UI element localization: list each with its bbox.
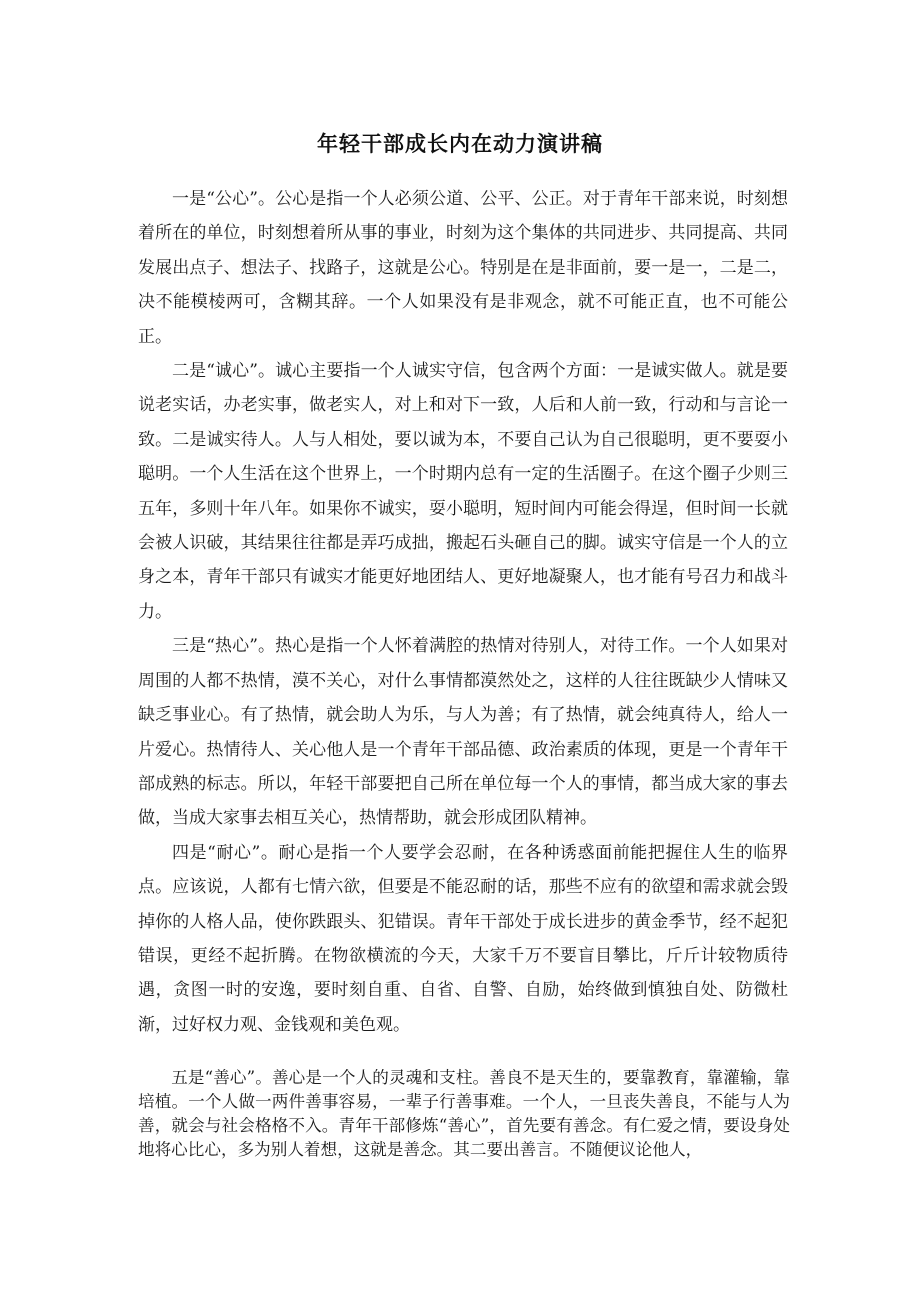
paragraph-shanxin: 五是“善心”。善心是一个人的灵魂和支柱。善良不是天生的，要靠教育，靠灌输，靠培植。一个人做一两件善事容易，一辈子行善事难。一个人，一旦丧失善良，不能与人为善，就会与社会格格不入。青年干部修炼“善心”，首先要有善念。有仁爱之情，要设身处地将心比心，多为别人着想，这就是善念。其二要出善言。不随便议论他人， [138,1068,790,1159]
paragraph-naixin: 四是“耐心”。耐心是指一个人要学会忍耐，在各种诱惑面前能把握住人生的临界点。应该说，人都有七情六欲，但要是不能忍耐的话，那些不应有的欲望和需求就会毁掉你的人格人品，使你跌跟头、犯错误。青年干部处于成长进步的黄金季节，经不起犯错误，更经不起折腾。在物欲横流的今天，大家千万不要盲目攀比，斤斤计较物质待遇，贪图一时的安逸，要时刻自重、自省、自警、自励，始终做到慎独自处、防微杜渐，过好权力观、金钱观和美色观。 [138,842,788,1035]
document-title: 年轻干部成长内在动力演讲稿 [317,132,603,156]
document-body [138,182,788,1042]
paragraph-chengxin: 二是“诚心”。诚心主要指一个人诚实守信，包含两个方面：一是诚实做人。就是要说老实话，办老实事，做老实人，对上和对下一致，人后和人前一致，行动和与言论一致。二是诚实待人。人与人相处，要以诚为本，不要自己认为自己很聪明，更不要耍小聪明。一个人生活在这个世界上，一个时期内总有一定的生活圈子。在这个圈子少则三五年，多则十年八年。如果你不诚实，耍小聪明，短时间内可能会得逞，但时间一长就会被人识破，其结果往往都是弄巧成拙，搬起石头砸自己的脚。诚实守信是一个人的立身之本，青年干部只有诚实才能更好地团结人、更好地凝聚人，也才能有号召力和战斗力。 [138,361,788,622]
paragraph-rexin: 三是“热心”。热心是指一个人怀着满腔的热情对待别人，对待工作。一个人如果对周围的人都不热情，漠不关心，对什么事情都漠然处之，这样的人往往既缺少人情味又缺乏事业心。有了热情，就会助人为乐，与人为善；有了热情，就会纯真待人，给人一片爱心。热情待人、关心他人是一个青年干部品德、政治素质的体现，更是一个青年干部成熟的标志。所以，年轻干部要把自己所在单位每一个人的事情，都当成大家的事去做，当成大家事去相互关心，热情帮助，就会形成团队精神。 [138,636,788,829]
paragraph-gongxin: 一是“公心”。公心是指一个人必须公道、公平、公正。对于青年干部来说，时刻想着所在的单位，时刻想着所从事的事业，时刻为这个集体的共同进步、共同提高、共同发展出点子、想法子、找路子，这就是公心。特别是在是非面前，要一是一，二是二，决不能模棱两可，含糊其辞。一个人如果没有是非观念，就不可能正直，也不可能公正。 [138,189,788,347]
